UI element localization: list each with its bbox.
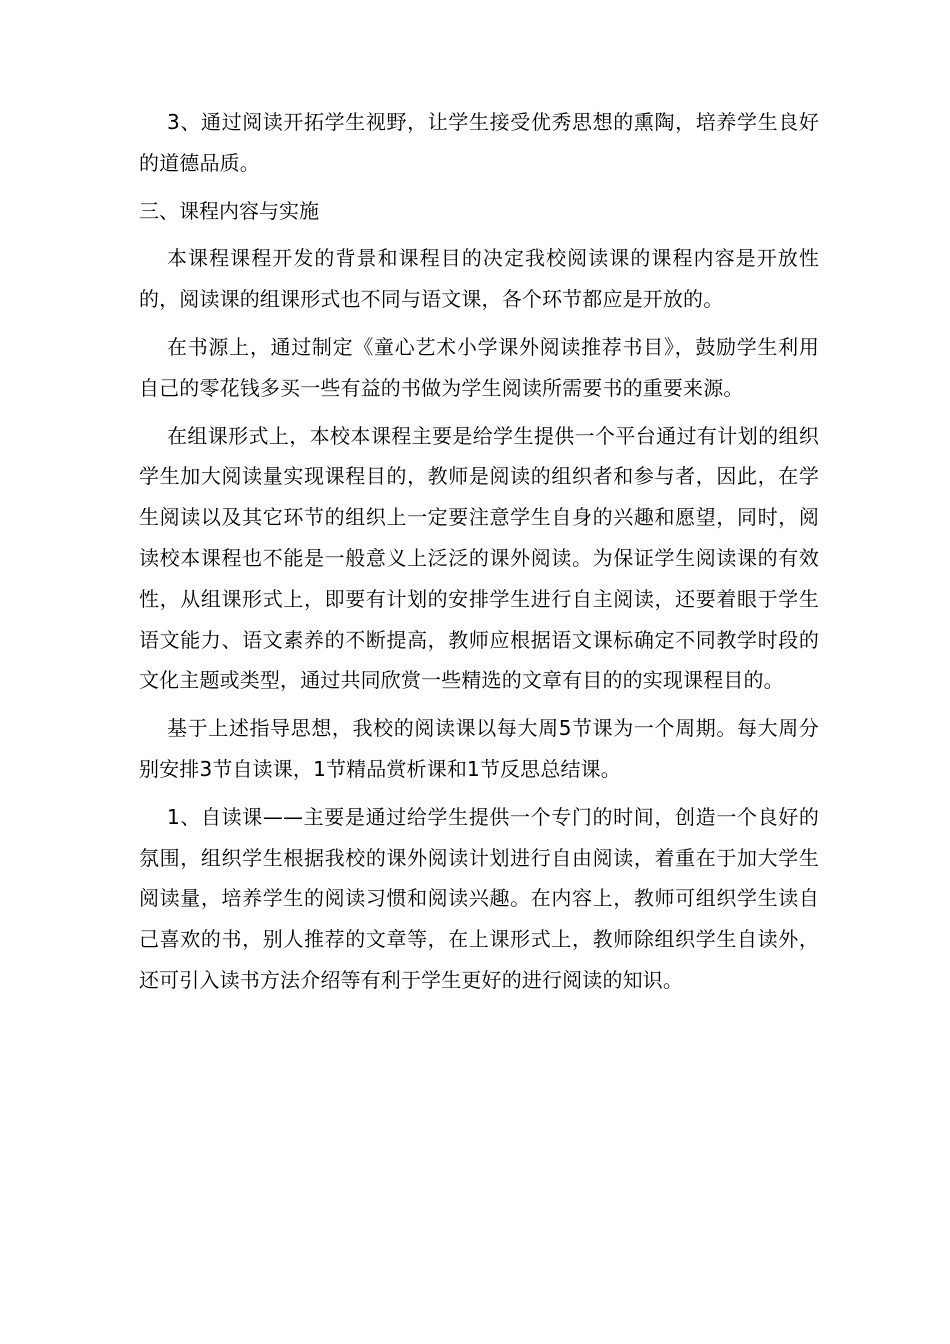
paragraph-book-source: 在书源上，通过制定《童心艺术小学课外阅读推荐书目》，鼓励学生利用自己的零花钱多买一些有益的书做为学生阅读所需要书的重要来源。 <box>139 334 819 400</box>
paragraph-open-content: 本课程课程开发的背景和课程目的决定我校阅读课的课程内容是开放性的，阅读课的组课形式也不同与语文课，各个环节都应是开放的。 <box>139 246 819 312</box>
paragraph-weekly-cycle: 基于上述指导思想，我校的阅读课以每大周5节课为一个周期。每大周分别安排3节自读课，1节精品赏析课和1节反思总结课。 <box>139 716 819 781</box>
section-heading-course-content: 三、课程内容与实施 <box>139 198 319 223</box>
paragraph-self-reading-class: 1、自读课——主要是通过给学生提供一个专门的时间，创造一个良好的氛围，组织学生根据我校的课外阅读计划进行自由阅读，着重在于加大学生阅读量，培养学生的阅读习惯和阅读兴趣。在内容上，教师可组织学生读自己喜欢的书，别人推荐的文章等，在上课形式上，教师除组织学生自读外，还可引入读书方法介绍等有利于学生更好的进行阅读的知识。 <box>139 804 819 992</box>
document-body <box>139 102 819 1001</box>
paragraph-course-format: 在组课形式上，本校本课程主要是给学生提供一个平台通过有计划的组织学生加大阅读量实现课程目的，教师是阅读的组织者和参与者，因此，在学生阅读以及其它环节的组织上一定要注意学生自身的兴趣和愿望，同时，阅读校本课程也不能是一般意义上泛泛的课外阅读。为保证学生阅读课的有效性，从组课形式上，即要有计划的安排学生进行自主阅读，还要着眼于学生语文能力、语文素养的不断提高，教师应根据语文课标确定不同教学时段的文化主题或类型，通过共同欣赏一些精选的文章有目的的实现课程目的。 <box>139 423 819 693</box>
paragraph-goal-3: 3、通过阅读开拓学生视野，让学生接受优秀思想的熏陶，培养学生良好的道德品质。 <box>139 110 819 175</box>
